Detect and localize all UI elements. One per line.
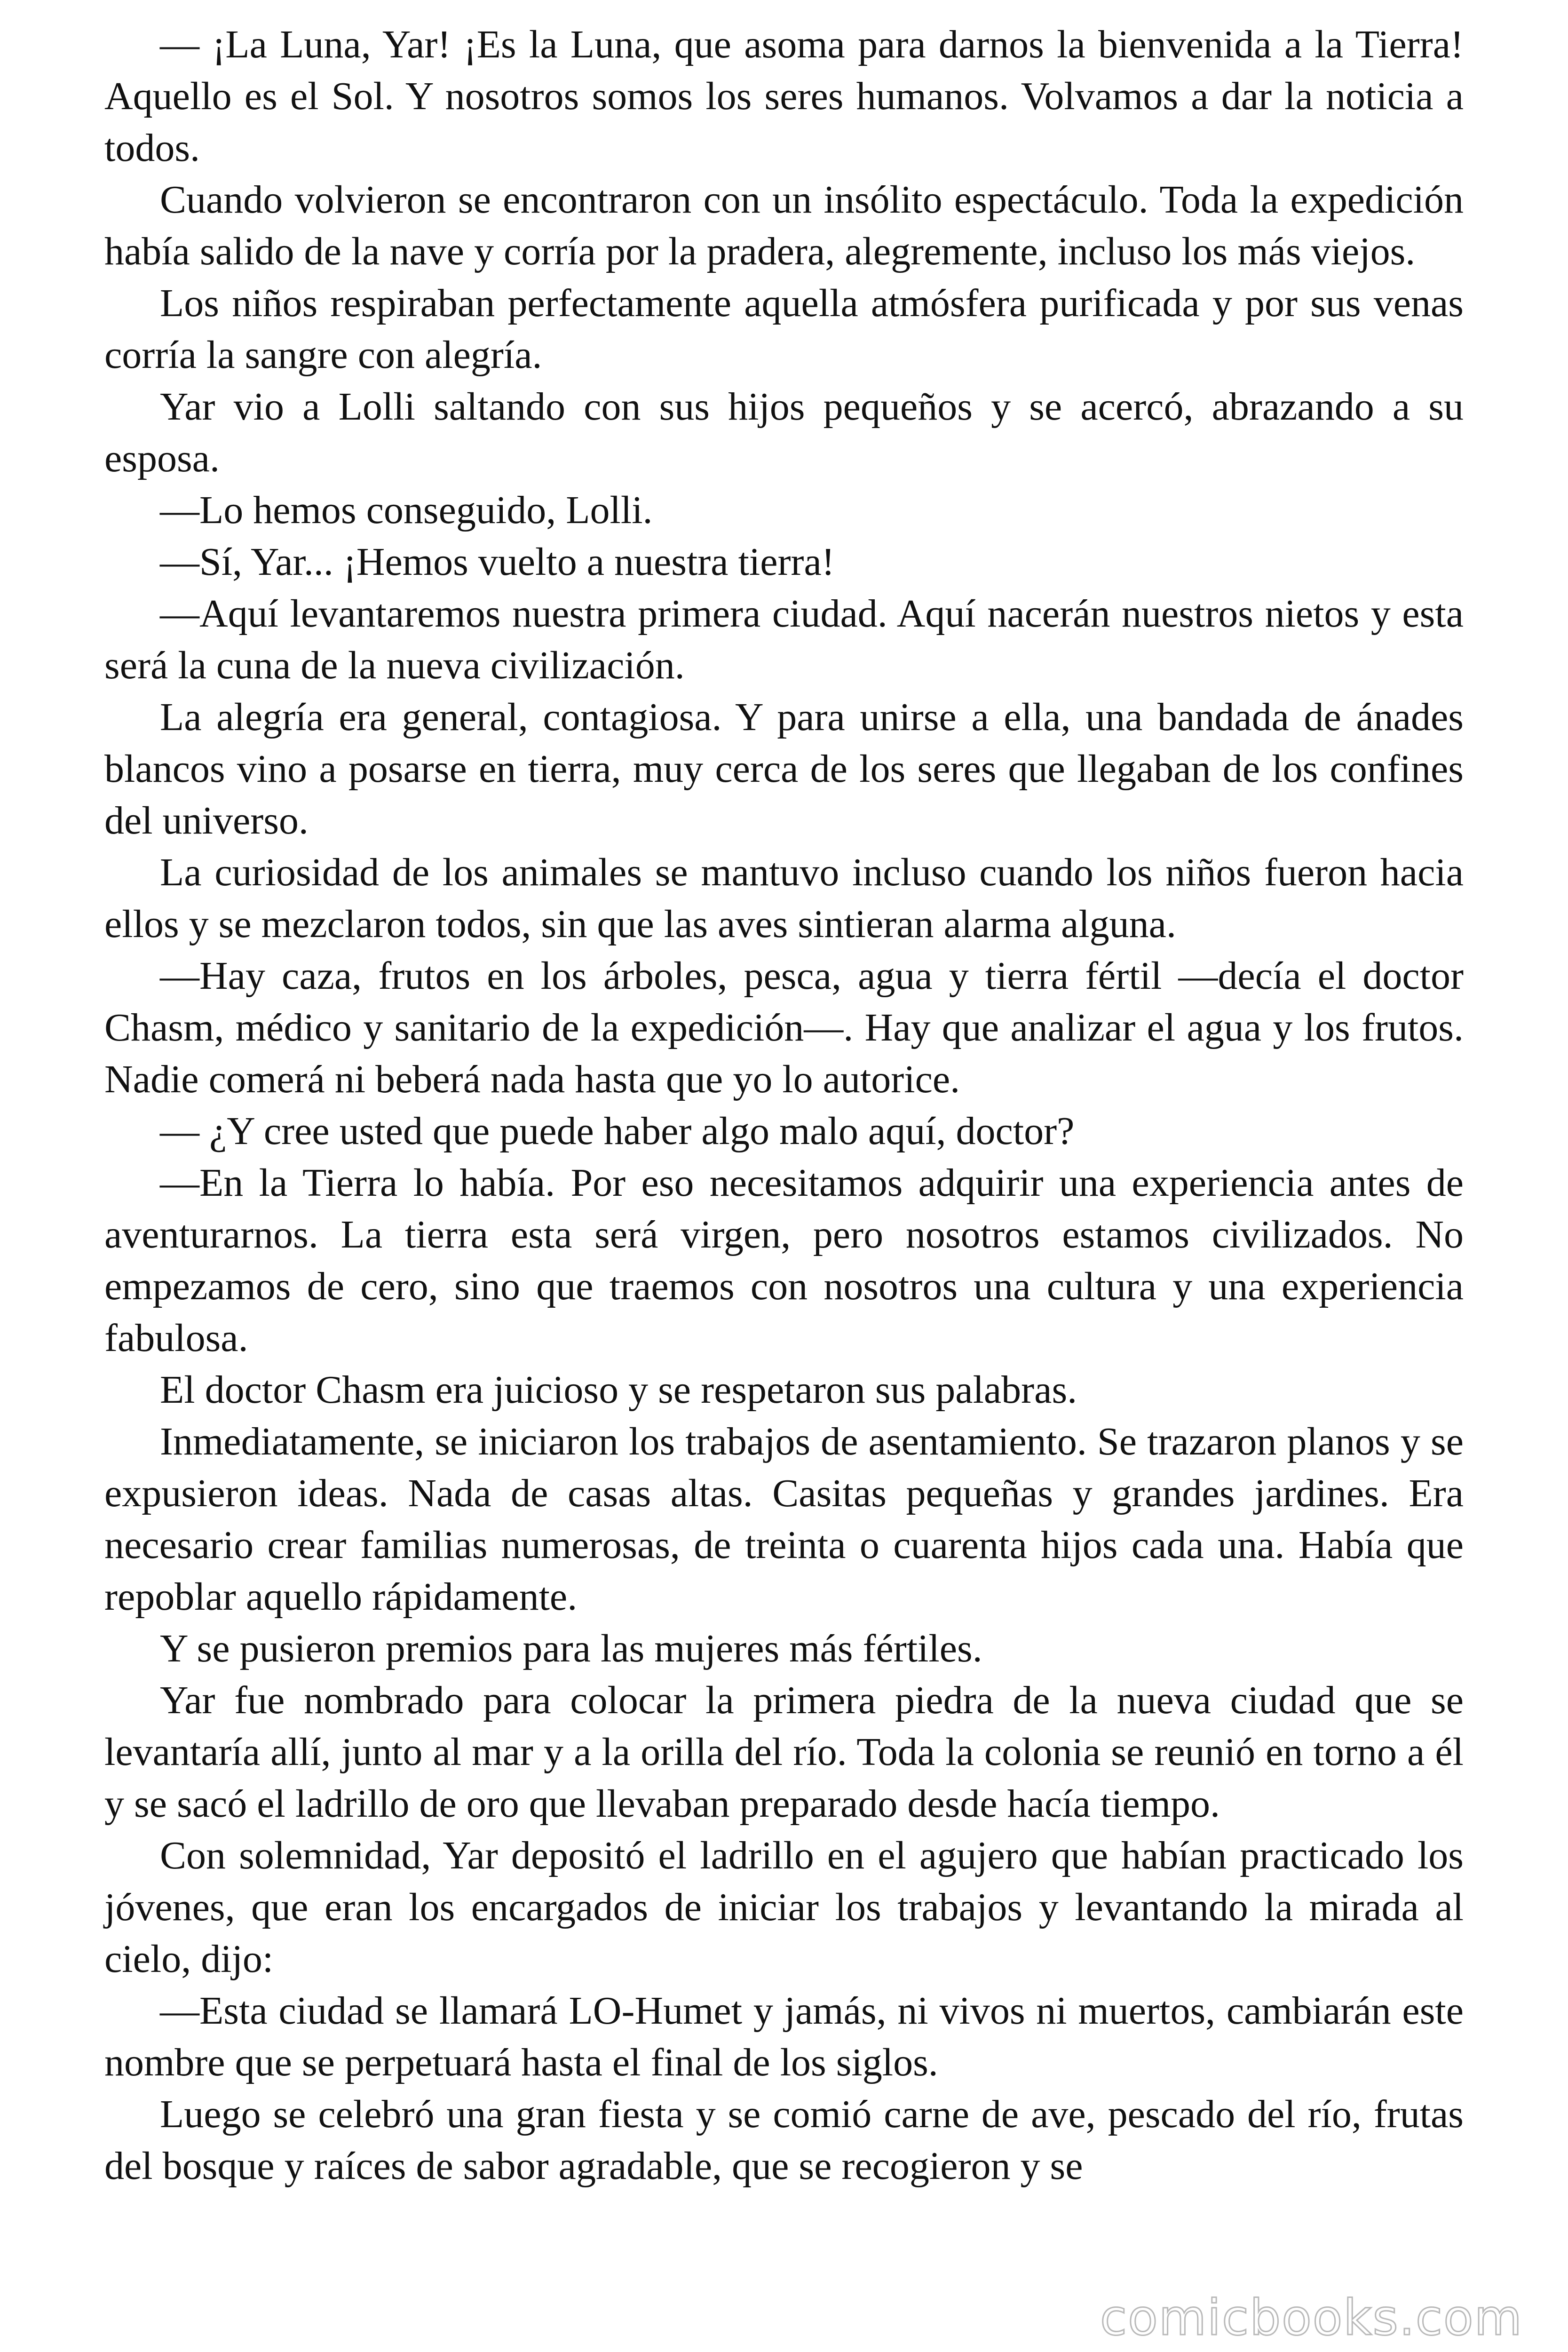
paragraph: Y se pusieron premios para las mujeres más fértiles. <box>160 1627 982 1670</box>
paragraph: —En la Tierra lo había. Por eso necesitamos adquirir una experiencia antes de aventurarnos. La tierra esta será virgen, pero nosotros estamos civilizados. No empezamos de cero, sino que traemos con nosotros una cultura y una experiencia fabulosa. <box>104 1161 1464 1360</box>
document-page <box>104 19 1464 2192</box>
paragraph: —Sí, Yar... ¡Hemos vuelto a nuestra tierra! <box>160 540 835 584</box>
paragraph: —Lo hemos conseguido, Lolli. <box>160 488 653 532</box>
watermark: comicbooks.com <box>1100 2289 1523 2346</box>
paragraph: Yar vio a Lolli saltando con sus hijos pequeños y se acercó, abrazando a su esposa. <box>104 385 1464 480</box>
paragraph: Yar fue nombrado para colocar la primera piedra de la nueva ciudad que se levantaría allí, junto al mar y a la orilla del río. Toda la colonia se reunió en torno a él y se sacó el ladrillo de oro que llevaban preparado desde hacía tiempo. <box>104 1678 1464 1826</box>
paragraph: —Esta ciudad se llamará LO-Humet y jamás, ni vivos ni muertos, cambiarán este nombre que se perpetuará hasta el final de los siglos. <box>104 1989 1464 2084</box>
paragraph: Luego se celebró una gran fiesta y se comió carne de ave, pescado del río, frutas del bosque y raíces de sabor agradable, que se recogieron y se <box>104 2092 1464 2188</box>
paragraph: El doctor Chasm era juicioso y se respetaron sus palabras. <box>160 1368 1077 1412</box>
paragraph: La alegría era general, contagiosa. Y para unirse a ella, una bandada de ánades blancos vino a posarse en tierra, muy cerca de los seres que llegaban de los confines del universo. <box>104 695 1464 842</box>
paragraph: Con solemnidad, Yar depositó el ladrillo en el agujero que habían practicado los jóvenes, que eran los encargados de iniciar los trabajos y levantando la mirada al cielo, dijo: <box>104 1834 1464 1981</box>
paragraph: —Aquí levantaremos nuestra primera ciudad. Aquí nacerán nuestros nietos y esta será la cuna de la nueva civilización. <box>104 592 1464 687</box>
paragraph: —Hay caza, frutos en los árboles, pesca, agua y tierra fértil —decía el doctor Chasm, médico y sanitario de la expedición—. Hay que analizar el agua y los frutos. Nadie comerá ni beberá nada hasta que yo lo autorice. <box>104 954 1464 1101</box>
paragraph: Los niños respiraban perfectamente aquella atmósfera purificada y por sus venas corría la sangre con alegría. <box>104 281 1464 377</box>
paragraph: Inmediatamente, se iniciaron los trabajos de asentamiento. Se trazaron planos y se expusieron ideas. Nada de casas altas. Casitas pequeñas y grandes jardines. Era necesario crear familias numerosas, de treinta o cuarenta hijos cada una. Había que repoblar aquello rápidamente. <box>104 1420 1464 1619</box>
paragraph: Cuando volvieron se encontraron con un insólito espectáculo. Toda la expedición había salido de la nave y corría por la pradera, alegremente, incluso los más viejos. <box>104 178 1464 273</box>
paragraph: — ¿Y cree usted que puede haber algo malo aquí, doctor? <box>160 1109 1075 1153</box>
paragraph: — ¡La Luna, Yar! ¡Es la Luna, que asoma para darnos la bienvenida a la Tierra! Aquello es el Sol. Y nosotros somos los seres humanos. Volvamos a dar la noticia a todos. <box>104 23 1464 170</box>
paragraph: La curiosidad de los animales se mantuvo incluso cuando los niños fueron hacia ellos y se mezclaron todos, sin que las aves sintieran alarma alguna. <box>104 850 1464 946</box>
